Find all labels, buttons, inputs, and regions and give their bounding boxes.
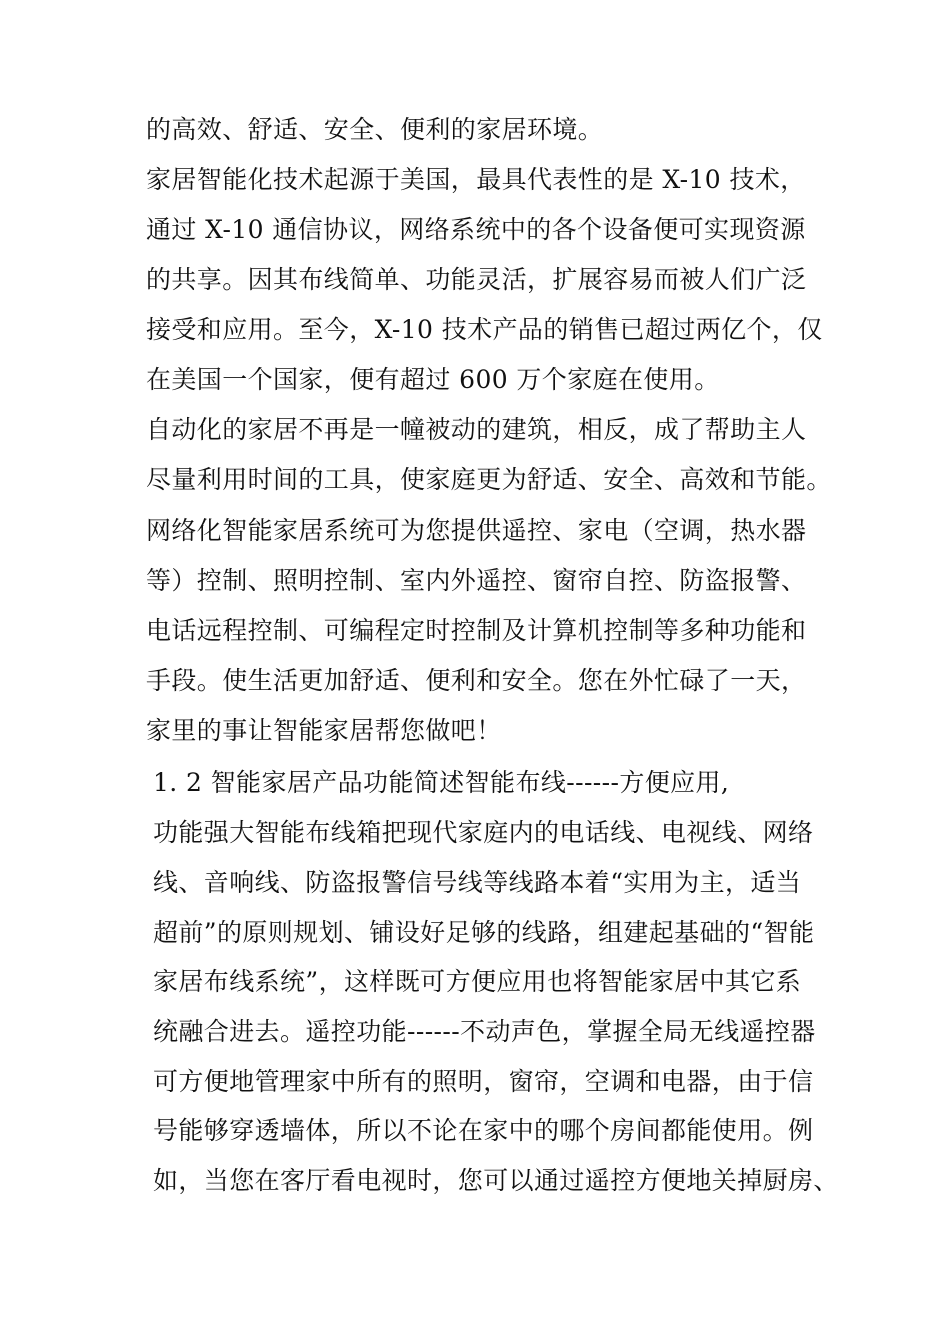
- text-line: 等）控制、照明控制、室内外遥控、窗帘自控、防盗报警、: [146, 566, 807, 595]
- text-line: 统融合进去。遥控功能------不动声色，掌握全局无线遥控器: [153, 1017, 816, 1046]
- text-line: 家里的事让智能家居帮您做吧！: [146, 716, 502, 745]
- text-line: 功能强大智能布线箱把现代家庭内的电话线、电视线、网络: [153, 818, 814, 847]
- text-line: 家居智能化技术起源于美国，最具代表性的是 X-10 技术，: [146, 165, 806, 194]
- text-line: 接受和应用。至今，X-10 技术产品的销售已超过两亿个，仅: [146, 315, 823, 344]
- text-line: 号能够穿透墙体，所以不论在家中的哪个房间都能使用。例: [153, 1116, 814, 1145]
- text-line: 的共享。因其布线简单、功能灵活，扩展容易而被人们广泛: [146, 265, 807, 294]
- text-line: 线、音响线、防盗报警信号线等线路本着“实用为主，适当: [153, 868, 802, 897]
- text-line: 电话远程控制、可编程定时控制及计算机控制等多种功能和: [146, 616, 807, 645]
- text-line: 自动化的家居不再是一幢被动的建筑，相反，成了帮助主人: [146, 415, 807, 444]
- text-line: 如，当您在客厅看电视时，您可以通过遥控方便地关掉厨房、: [153, 1166, 839, 1195]
- text-line: 网络化智能家居系统可为您提供遥控、家电（空调，热水器: [146, 516, 807, 545]
- text-line: 可方便地管理家中所有的照明，窗帘，空调和电器，由于信: [153, 1067, 814, 1096]
- text-line: 尽量利用时间的工具，使家庭更为舒适、安全、高效和节能。: [146, 465, 832, 494]
- text-line: 在美国一个国家，便有超过 600 万个家庭在使用。: [146, 365, 720, 394]
- text-line: 手段。使生活更加舒适、便利和安全。您在外忙碌了一天，: [146, 666, 807, 695]
- section-heading: 1. 2 智能家居产品功能简述智能布线------方便应用,: [153, 768, 730, 797]
- text-line: 通过 X-10 通信协议，网络系统中的各个设备便可实现资源: [146, 215, 806, 244]
- text-line: 家居布线系统”，这样既可方便应用也将智能家居中其它系: [153, 967, 802, 996]
- text-line: 的高效、舒适、安全、便利的家居环境。: [146, 115, 604, 144]
- text-line: 超前”的原则规划、铺设好足够的线路，组建起基础的“智能: [153, 918, 815, 947]
